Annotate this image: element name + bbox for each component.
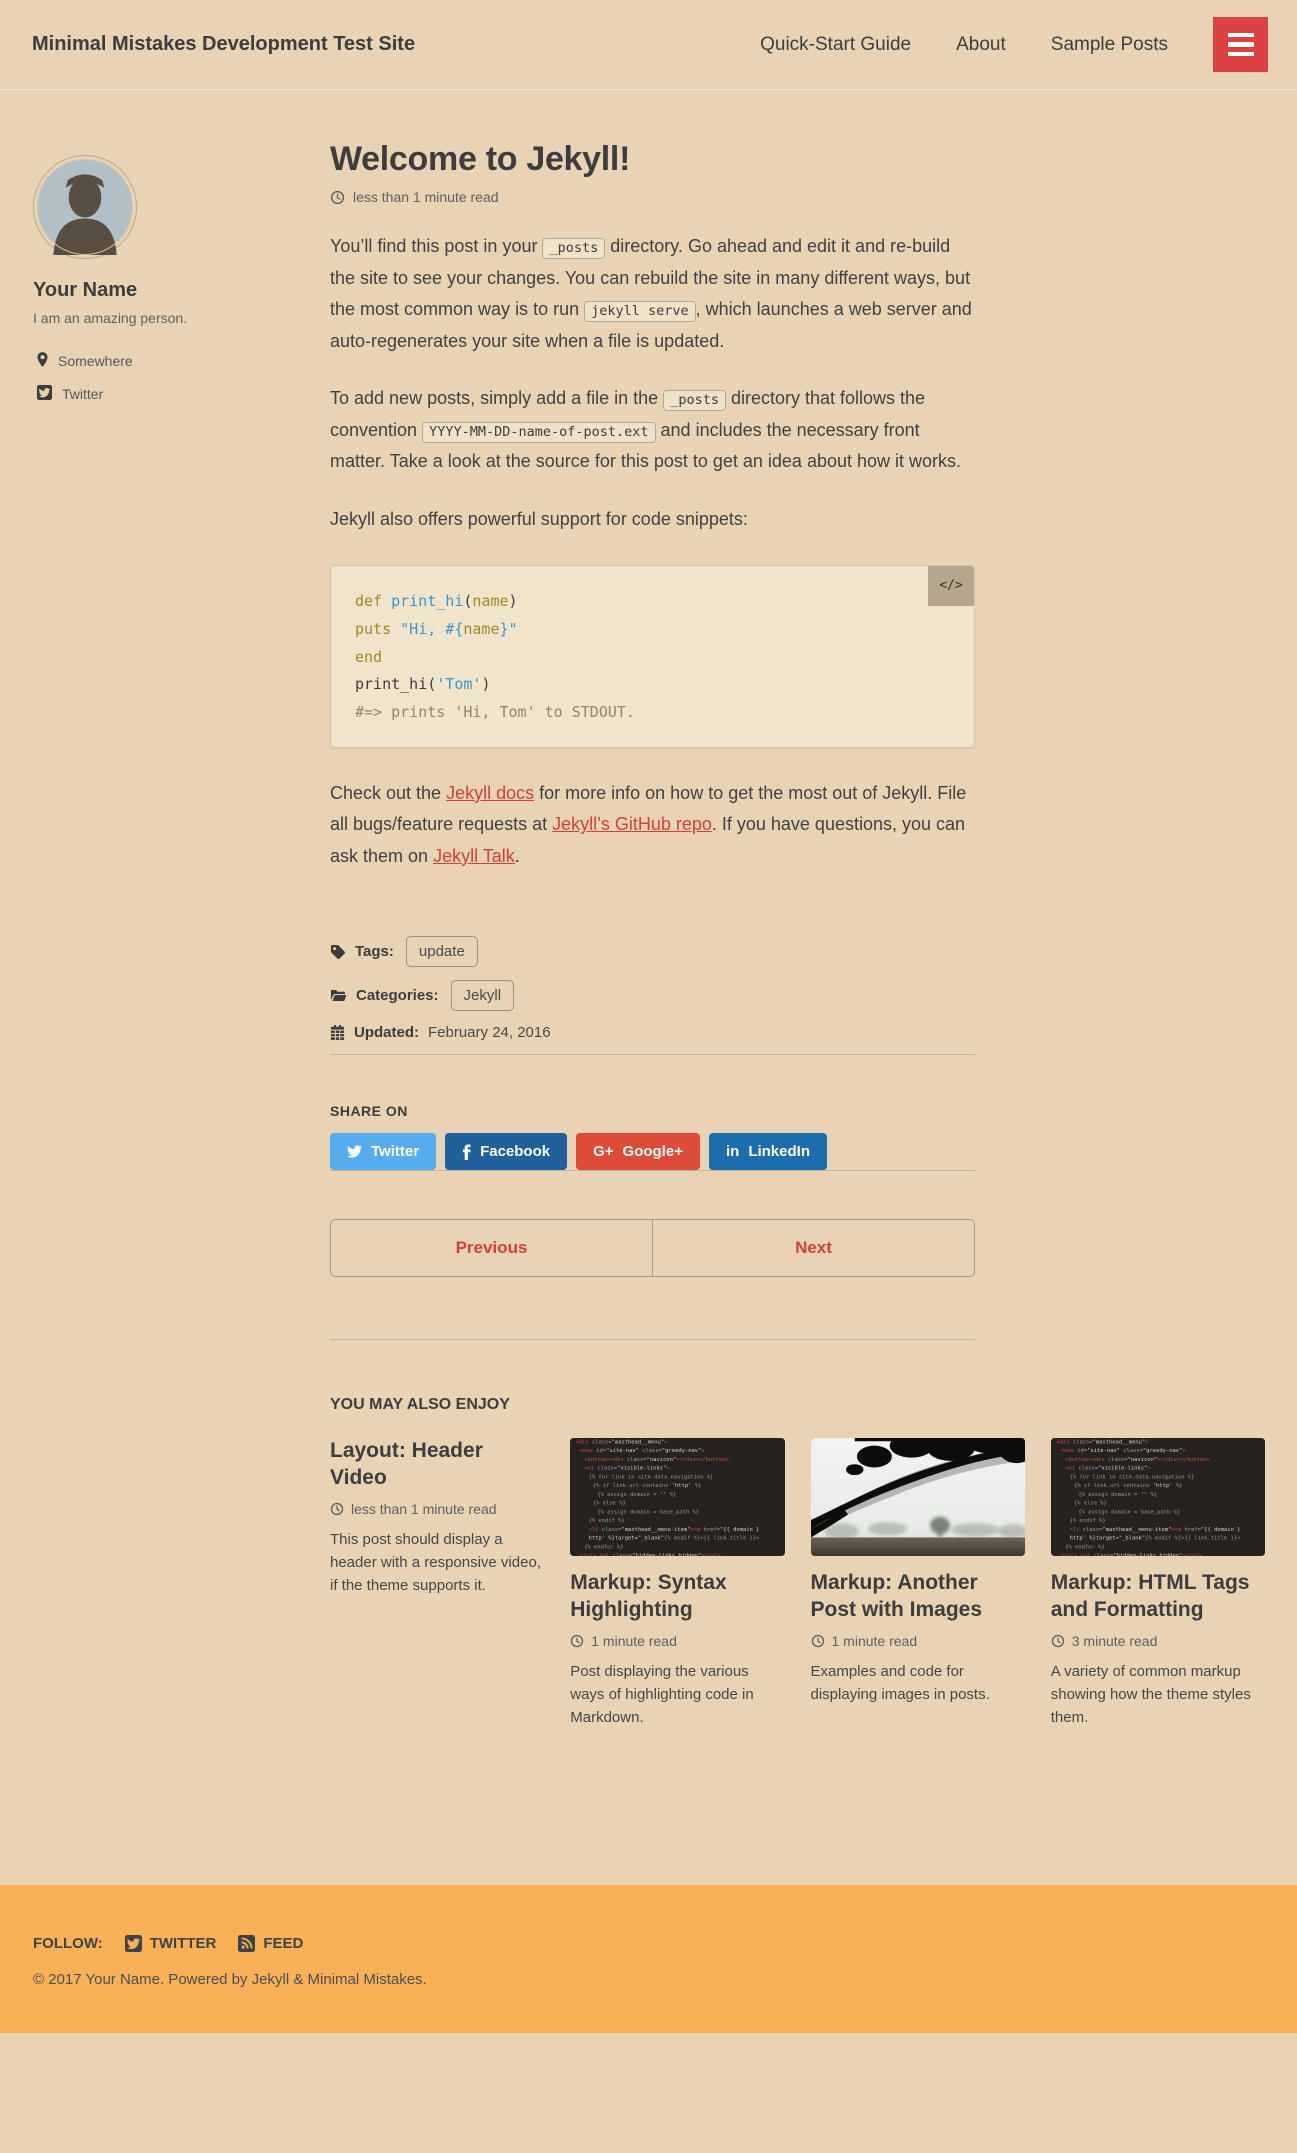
pagination	[330, 1219, 975, 1277]
code-lines	[355, 588, 924, 727]
code-screenshot-image[interactable]	[570, 1438, 784, 1556]
code-line: puts "Hi, #{name}"	[355, 619, 518, 638]
post-article	[330, 140, 975, 1340]
linkedin-icon: in	[725, 1143, 740, 1161]
nav-link-quick-start-guide[interactable]: Quick-Start Guide	[760, 33, 912, 55]
related-excerpt: This post should display a header with a responsive video, if the theme supports it.	[330, 1530, 541, 1595]
tag-icon	[330, 944, 346, 960]
author-twitter-link[interactable]	[33, 385, 273, 403]
post-taxonomy	[330, 936, 975, 1041]
next-post-button[interactable]: Next	[653, 1219, 975, 1277]
category-chip-jekyll[interactable]: Jekyll	[451, 980, 515, 1011]
share-twitter-button[interactable]: Twitter	[330, 1133, 436, 1170]
related-read-time: 1 minute read	[570, 1633, 784, 1649]
related-heading: YOU MAY ALSO ENJOY	[330, 1396, 510, 1414]
related-excerpt: A variety of common markup showing how the theme styles them.	[1050, 1662, 1251, 1727]
twitter-icon	[347, 1144, 362, 1159]
footer-twitter-link[interactable]: TWITTER	[125, 1935, 217, 1952]
twitter-square-icon	[37, 385, 52, 403]
clock-icon	[330, 190, 345, 205]
page-content	[0, 140, 1297, 1885]
folder-open-icon	[330, 988, 347, 1003]
author-name: Your Name	[33, 279, 138, 301]
share-google-plus-button[interactable]: G+ Google+	[576, 1133, 700, 1170]
code-line: print_hi('Tom')	[355, 675, 491, 694]
related-card	[330, 1438, 544, 1744]
main-content	[330, 140, 1265, 1745]
categories-label: Categories:	[356, 987, 439, 1005]
inline-code: jekyll serve	[584, 301, 696, 322]
code-screenshot-image[interactable]	[1051, 1438, 1265, 1556]
inline-code: _posts	[663, 390, 726, 411]
related-read-time: 1 minute read	[811, 1633, 1025, 1649]
divider	[330, 1054, 975, 1055]
footer-feed-link[interactable]: FEED	[238, 1935, 303, 1952]
hamburger-menu-button[interactable]	[1213, 17, 1268, 72]
person-silhouette-icon	[37, 159, 133, 255]
landscape-photo-image[interactable]	[811, 1438, 1025, 1556]
avatar	[33, 155, 137, 259]
share-buttons	[330, 1133, 975, 1170]
tags-row	[330, 936, 975, 967]
text-link[interactable]: Jekyll Talk	[433, 845, 515, 866]
location-pin-icon	[37, 352, 48, 370]
google-plus-icon: G+	[593, 1143, 614, 1161]
related-post-title[interactable]: Markup: Syntax Highlighting	[570, 1571, 727, 1621]
related-read-time: 3 minute read	[1051, 1633, 1265, 1649]
page-title: Welcome to Jekyll!	[330, 140, 631, 178]
follow-row	[33, 1935, 1265, 1952]
tags-label: Tags:	[355, 943, 394, 961]
related-grid	[330, 1438, 1265, 1744]
hamburger-icon	[1228, 33, 1254, 38]
clock-icon	[570, 1634, 584, 1648]
nav-link-sample-posts[interactable]: Sample Posts	[1050, 33, 1168, 55]
post-paragraph: To add new posts, simply add a file in the _posts directory that follows the convention YYYY-MM-DD-name-of-post.ext and includes the necessary front matter. Take a look at the source for this post to get an idea about how it works.	[330, 388, 962, 471]
inline-code: _posts	[542, 238, 605, 259]
updated-label: Updated:	[354, 1024, 419, 1042]
tag-chip-update[interactable]: update	[406, 936, 478, 967]
code-line: def print_hi(name)	[355, 592, 518, 610]
code-language-icon: </>	[928, 566, 974, 606]
follow-label: FOLLOW:	[33, 1934, 103, 1952]
clock-icon	[811, 1634, 825, 1648]
post-paragraph: Check out the Jekyll docs for more info on how to get the most out of Jekyll. File all bugs/feature requests at Jekyll’s GitHub repo. If you have questions, you can ask them on Jekyll Talk.	[330, 782, 967, 866]
code-line: #=> prints 'Hi, Tom' to STDOUT.	[355, 703, 635, 721]
masthead-nav	[760, 34, 1168, 56]
share-facebook-button[interactable]: Facebook	[445, 1133, 567, 1170]
updated-date: February 24, 2016	[428, 1024, 551, 1042]
author-twitter-label: Twitter	[62, 386, 104, 402]
text-link[interactable]: Jekyll docs	[446, 782, 535, 803]
nav-link-about[interactable]: About	[956, 33, 1006, 55]
author-bio: I am an amazing person.	[33, 310, 188, 326]
post-paragraph: You’ll find this post in your _posts directory. Go ahead and edit it and re-build the site to see your changes. You can rebuild the site in many different ways, but the most common way is to run jekyll serve , which launches a web server and auto-regenerates your site when a file is updated.	[330, 236, 972, 351]
updated-row	[330, 1024, 975, 1041]
site-title[interactable]: Minimal Mistakes Development Test Site	[32, 33, 416, 55]
clock-icon	[330, 1502, 344, 1516]
author-location-label: Somewhere	[58, 353, 133, 369]
site-footer	[0, 1885, 1297, 2033]
twitter-square-icon	[125, 1935, 142, 1952]
clock-icon	[1051, 1634, 1065, 1648]
previous-post-button[interactable]: Previous	[330, 1219, 653, 1277]
related-card	[570, 1438, 784, 1744]
related-read-time: less than 1 minute read	[330, 1501, 544, 1517]
inline-code: YYYY-MM-DD-name-of-post.ext	[422, 422, 655, 443]
code-line: end	[355, 647, 383, 666]
categories-row	[330, 980, 975, 1011]
calendar-icon	[330, 1025, 345, 1041]
facebook-icon	[462, 1144, 471, 1160]
related-post-title[interactable]: Markup: HTML Tags and Formatting	[1050, 1571, 1250, 1621]
share-linkedin-button[interactable]: in LinkedIn	[709, 1133, 827, 1170]
related-card	[1051, 1438, 1265, 1744]
author-sidebar	[33, 155, 273, 418]
author-location	[33, 352, 273, 370]
related-excerpt: Post displaying the various ways of highlighting code in Markdown.	[570, 1662, 754, 1727]
text-link[interactable]: Jekyll’s GitHub repo	[552, 814, 712, 835]
share-heading: SHARE ON	[330, 1103, 408, 1120]
ruby-code-block	[330, 565, 975, 748]
divider	[330, 1339, 975, 1340]
related-post-title[interactable]: Markup: Another Post with Images	[810, 1571, 983, 1621]
related-excerpt: Examples and code for displaying images in posts.	[810, 1662, 990, 1703]
read-time	[330, 189, 975, 205]
copyright: © 2017 Your Name. Powered by Jekyll & Minimal Mistakes.	[33, 1970, 427, 1988]
rss-square-icon	[238, 1935, 255, 1952]
related-posts	[330, 1396, 1265, 1744]
post-paragraph: Jekyll also offers powerful support for code snippets:	[330, 508, 748, 529]
read-time-label: less than 1 minute read	[353, 189, 499, 205]
related-card	[811, 1438, 1025, 1744]
divider	[330, 1170, 975, 1171]
masthead	[0, 0, 1297, 90]
related-post-title[interactable]: Layout: Header Video	[330, 1439, 483, 1489]
